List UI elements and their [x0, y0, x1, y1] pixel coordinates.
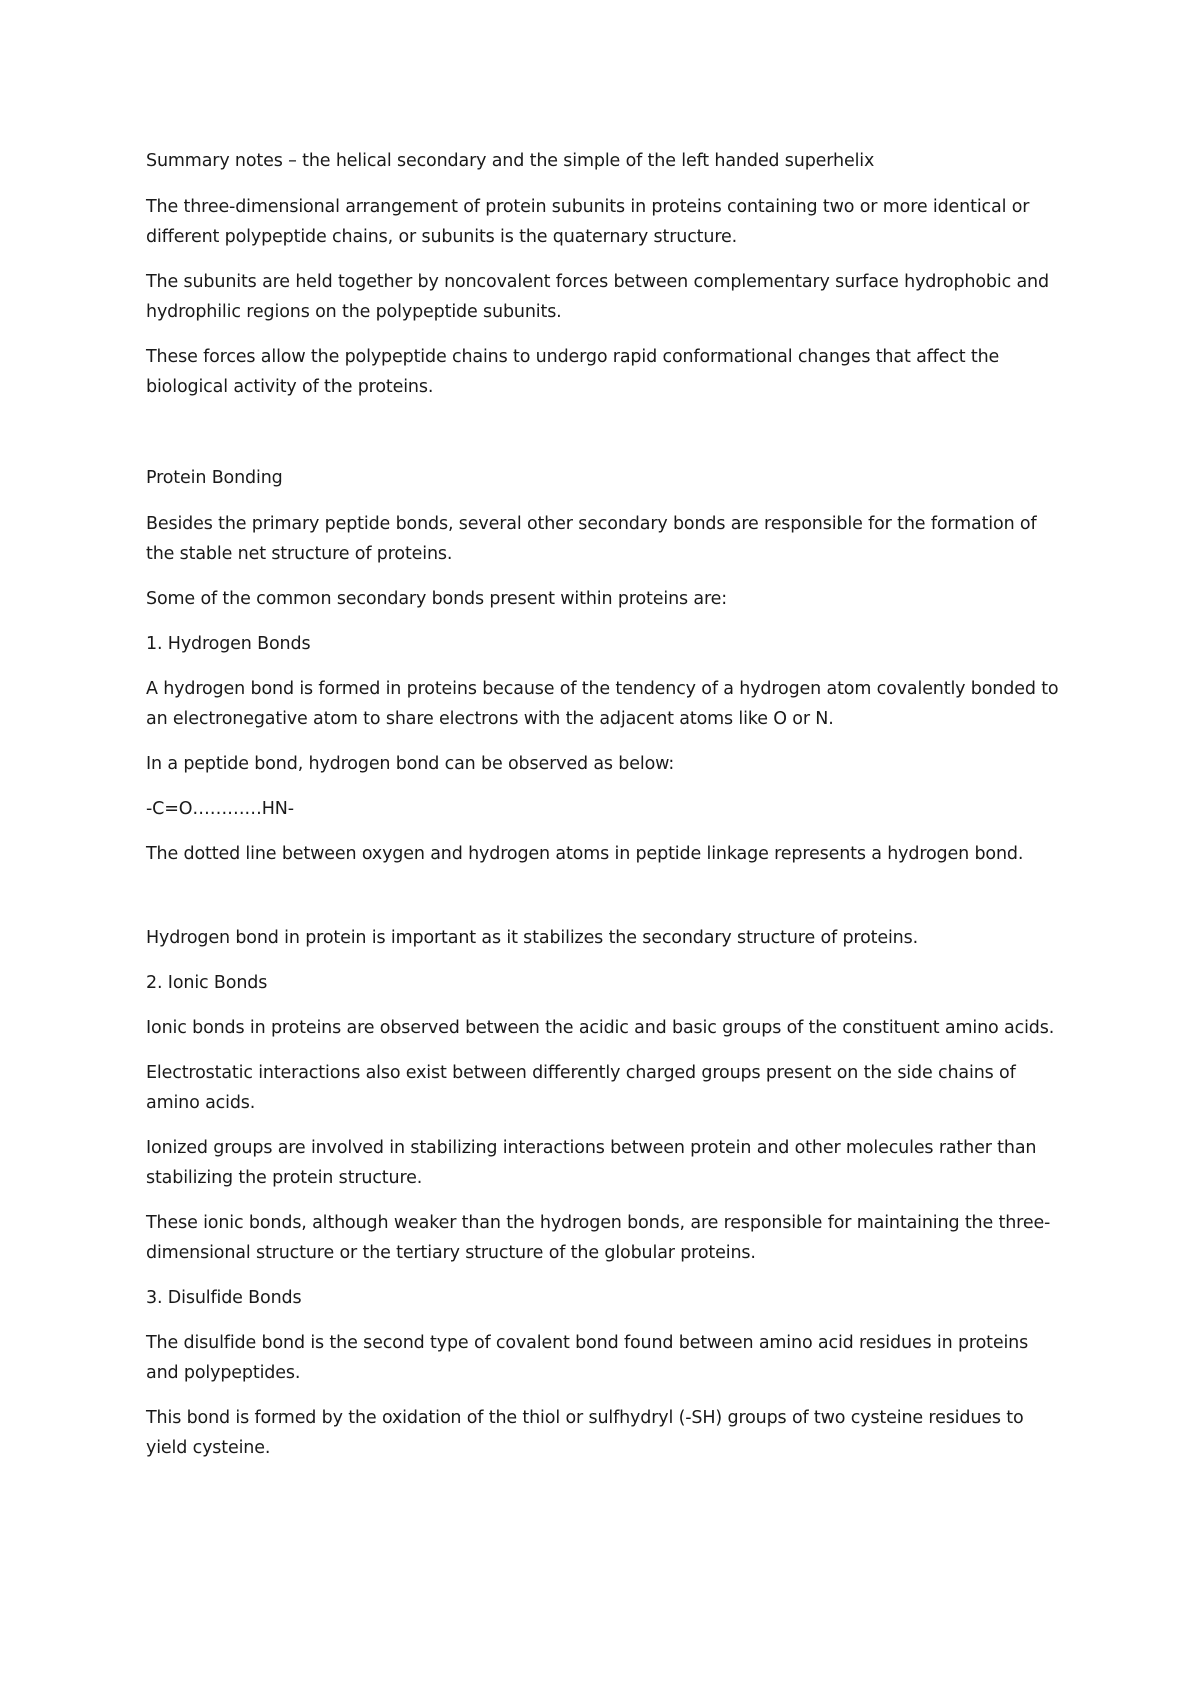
subheading-hydrogen-bonds: 1. Hydrogen Bonds — [146, 634, 311, 654]
paragraph-subunits-forces: The subunits are held together by noncovalent forces between complementary surface hydrophobic and hydrophilic regions on the polypeptide subunits. — [146, 272, 1049, 322]
paragraph-hydrogen-bond-definition: A hydrogen bond is formed in proteins because of the tendency of a hydrogen atom covalently bonded to an electronegative atom to share electrons with the adjacent atoms like O or N. — [146, 679, 1059, 729]
subheading-disulfide-bonds: 3. Disulfide Bonds — [146, 1288, 302, 1308]
formula-hydrogen-bond: -C=O…………HN- — [146, 799, 294, 819]
paragraph-disulfide-definition: The disulfide bond is the second type of covalent bond found between amino acid residues in proteins and polypeptides. — [146, 1333, 1029, 1383]
paragraph-quaternary-structure: The three-dimensional arrangement of protein subunits in proteins containing two or more identical or different polypeptide chains, or subunits is the quaternary structure. — [146, 197, 1030, 247]
summary-heading: Summary notes – the helical secondary and the simple of the left handed superhelix — [146, 151, 875, 171]
paragraph-ionic-bonds-strength: These ionic bonds, although weaker than the hydrogen bonds, are responsible for maintaining the three-dimensional structure or the tertiary structure of the globular proteins. — [146, 1213, 1051, 1263]
section-heading-protein-bonding: Protein Bonding — [146, 468, 283, 488]
subheading-ionic-bonds: 2. Ionic Bonds — [146, 973, 268, 993]
paragraph-ionic-bonds-definition: Ionic bonds in proteins are observed between the acidic and basic groups of the constituent amino acids. — [146, 1018, 1055, 1038]
paragraph-disulfide-formation: This bond is formed by the oxidation of the thiol or sulfhydryl (-SH) groups of two cysteine residues to yield cysteine. — [146, 1408, 1024, 1458]
paragraph-ionized-groups: Ionized groups are involved in stabilizing interactions between protein and other molecules rather than stabilizing the protein structure. — [146, 1138, 1037, 1188]
paragraph-electrostatic-interactions: Electrostatic interactions also exist between differently charged groups present on the side chains of amino acids. — [146, 1063, 1016, 1113]
paragraph-dotted-line: The dotted line between oxygen and hydrogen atoms in peptide linkage represents a hydrogen bond. — [146, 844, 1024, 864]
paragraph-conformational-changes: These forces allow the polypeptide chains to undergo rapid conformational changes that affect the biological activity of the proteins. — [146, 347, 1000, 397]
paragraph-hydrogen-bond-importance: Hydrogen bond in protein is important as it stabilizes the secondary structure of proteins. — [146, 928, 918, 948]
paragraph-secondary-bonds: Besides the primary peptide bonds, several other secondary bonds are responsible for the formation of the stable net structure of proteins. — [146, 514, 1037, 564]
paragraph-common-bonds: Some of the common secondary bonds present within proteins are: — [146, 589, 727, 609]
paragraph-peptide-bond-note: In a peptide bond, hydrogen bond can be observed as below: — [146, 754, 675, 774]
